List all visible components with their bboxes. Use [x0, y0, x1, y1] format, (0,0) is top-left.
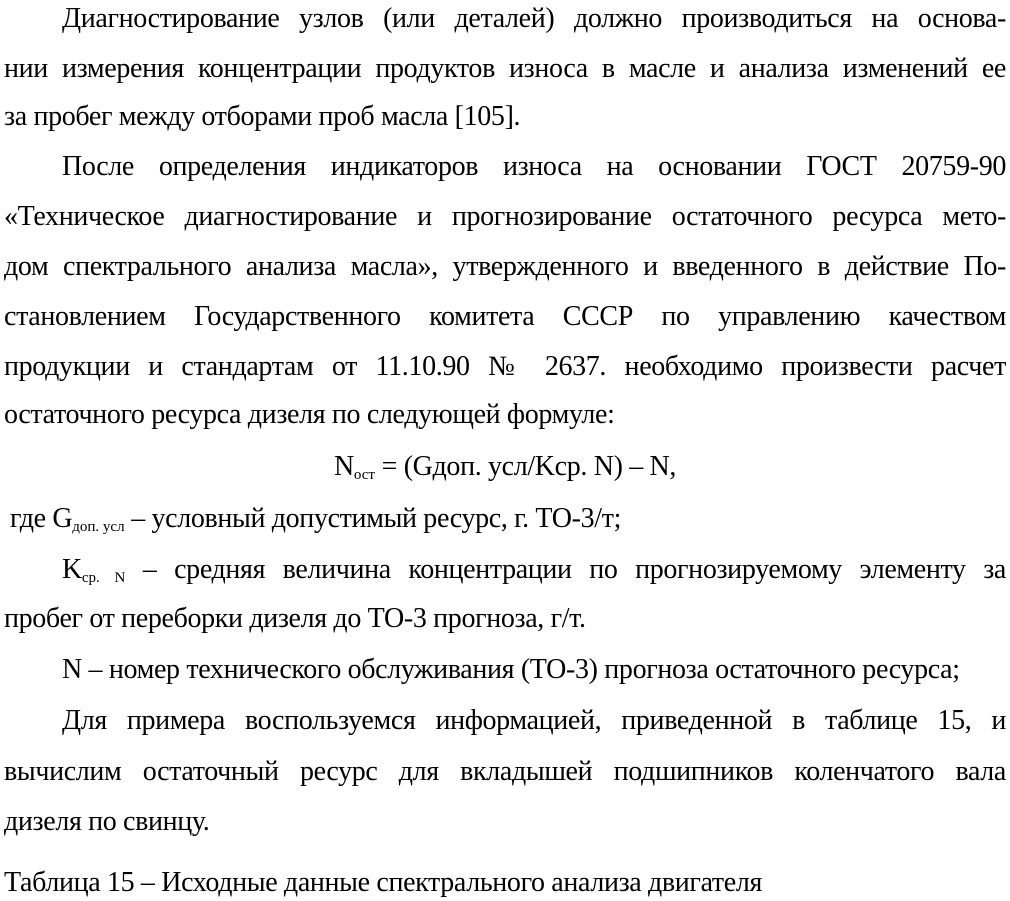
definition-g	[10, 502, 1010, 536]
definition-n: N – номер технического обслуживания (ТО-3) прогноза остаточного ресурса;	[62, 654, 960, 685]
definition-k-text: – средняя величина концентрации по прогнозируемому элементу за	[125, 554, 1006, 585]
paragraph-1-line-2: нии измерения концентрации продуктов износа в масле и анализа изменений ее	[4, 53, 1006, 84]
paragraph-2-line-4: становлением Государственного комитета СССР по управлению качеством	[4, 301, 1006, 332]
definition-g-prefix: где G	[10, 503, 73, 534]
paragraph-3-line-2: вычислим остаточный ресурс для вкладышей подшипников коленчатого вала	[4, 756, 1006, 787]
paragraph-2-line-3: дом спектрального анализа масла», утвержденного и введенного в действие По-	[4, 251, 1006, 282]
paragraph-2-line-1: После определения индикаторов износа на основании ГОСТ 20759-90	[62, 151, 1006, 182]
paragraph-1-line-3: за пробег между отборами проб масла [105].	[4, 101, 521, 132]
definition-k-symbol: K	[62, 554, 82, 585]
formula-n-subscript: ост	[353, 467, 375, 483]
formula-n: N	[333, 451, 354, 482]
definition-g-subscript: доп. усл	[72, 519, 125, 535]
paragraph-2-line-5: продукции и стандартам от 11.10.90 № 2637. необходимо произвести расчет	[4, 351, 1006, 382]
paragraph-2-line-6: остаточного ресурса дизеля по следующей формуле:	[4, 399, 615, 430]
paragraph-1-line-1: Диагностирование узлов (или деталей) должно производиться на основа-	[62, 3, 1006, 34]
paragraph-2-line-2: «Техническое диагностирование и прогнозирование остаточного ресурса мето-	[4, 201, 1006, 232]
paragraph-3-line-3: дизеля по свинцу.	[4, 806, 210, 837]
table-caption: Таблица 15 – Исходные данные спектрального анализа двигателя	[4, 867, 763, 898]
formula-rest: = (Gдоп. усл/Kср. N) – N,	[374, 451, 677, 482]
definition-k-line-1	[62, 553, 1006, 587]
paragraph-3-line-1: Для примера воспользуемся информацией, приведенной в таблице 15, и	[62, 705, 1006, 736]
definition-k-subscript: ср. N	[81, 570, 126, 586]
formula	[0, 450, 1010, 484]
definition-k-line-2: пробег от переборки дизеля до ТО-3 прогноза, г/т.	[4, 603, 586, 634]
definition-g-text: – условный допустимый ресурс, г. ТО-3/т;	[124, 503, 622, 534]
